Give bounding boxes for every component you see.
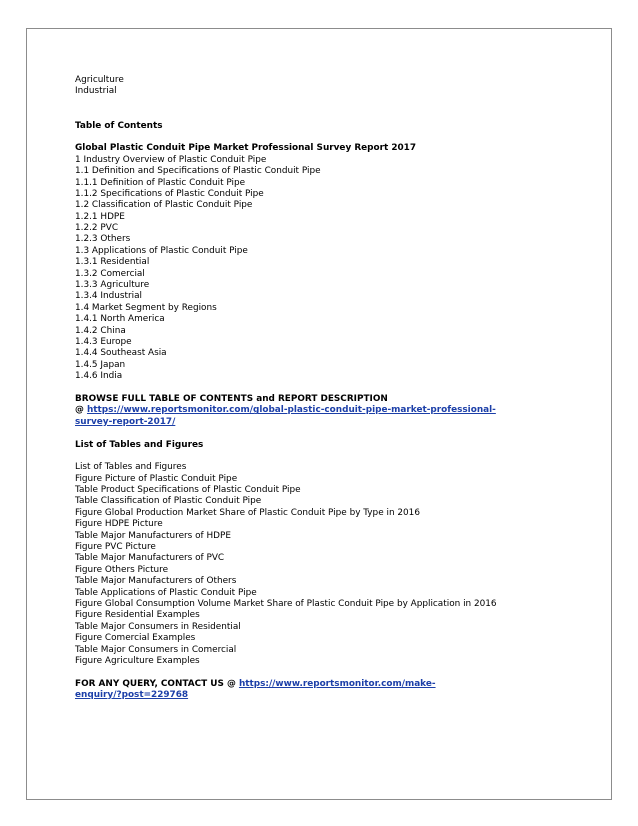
lof-item: Figure Picture of Plastic Conduit Pipe	[75, 473, 238, 484]
contact-enquiry-link[interactable]: https://www.reportsmonitor.com/make-	[238, 678, 436, 689]
toc-item: 1.4.1 North America	[75, 314, 165, 325]
toc-item: 1.3.2 Comercial	[75, 268, 145, 279]
contact-label: FOR ANY QUERY, CONTACT US @	[75, 678, 239, 689]
browse-report-link-continued[interactable]: survey-report-2017/	[75, 416, 176, 427]
lof-item: Figure Residential Examples	[75, 610, 200, 621]
toc-item: 1.3.4 Industrial	[75, 291, 143, 302]
lof-heading: List of Tables and Figures	[75, 439, 204, 450]
toc-item: 1.2.3 Others	[75, 234, 131, 245]
toc-item: 1 Industry Overview of Plastic Conduit Pipe	[75, 154, 267, 165]
browse-heading: BROWSE FULL TABLE OF CONTENTS and REPORT DESCRIPTION	[75, 393, 388, 404]
browse-report-link[interactable]: https://www.reportsmonitor.com/global-plastic-conduit-pipe-market-professional-	[86, 405, 496, 416]
lof-item: Table Major Consumers in Comercial	[75, 644, 237, 655]
toc-item: 1.4.4 Southeast Asia	[75, 348, 167, 359]
lof-item: List of Tables and Figures	[75, 462, 187, 473]
lof-item: Figure Global Production Market Share of Plastic Conduit Pipe by Type in 2016	[75, 507, 420, 518]
toc-item: 1.4.3 Europe	[75, 337, 132, 347]
intro-list	[75, 75, 545, 98]
contact-enquiry-link-continued[interactable]: enquiry/?post=229768	[75, 690, 189, 701]
toc-list	[75, 155, 545, 383]
document-body	[75, 75, 545, 702]
intro-line: Agriculture	[75, 75, 124, 85]
lof-item: Figure PVC Picture	[75, 542, 156, 553]
browse-section	[75, 394, 545, 428]
toc-item: 1.3.3 Agriculture	[75, 280, 150, 291]
toc-item: 1.4 Market Segment by Regions	[75, 302, 217, 313]
toc-item: 1.4.6 India	[75, 371, 123, 382]
lof-item: Figure Global Consumption Volume Market Share of Plastic Conduit Pipe by Application in 2016	[75, 598, 497, 609]
lof-item: Table Major Manufacturers of PVC	[75, 553, 225, 564]
lof-item: Figure HDPE Picture	[75, 519, 163, 530]
toc-item: 1.4.2 China	[75, 325, 126, 336]
lof-item: Table Classification of Plastic Conduit Pipe	[75, 496, 262, 507]
intro-line: Industrial	[75, 86, 117, 97]
lof-item: Figure Comercial Examples	[75, 633, 196, 644]
toc-item: 1.1.1 Definition of Plastic Conduit Pipe	[75, 177, 246, 188]
lof-item: Figure Agriculture Examples	[75, 655, 200, 666]
lof-item: Table Product Specifications of Plastic Conduit Pipe	[75, 485, 301, 496]
toc-item: 1.1.2 Specifications of Plastic Conduit Pipe	[75, 188, 264, 199]
toc-item: 1.3 Applications of Plastic Conduit Pipe	[75, 245, 248, 256]
lof-item: Table Major Consumers in Residential	[75, 621, 241, 632]
toc-item: 1.1 Definition and Specifications of Plastic Conduit Pipe	[75, 166, 321, 177]
toc-item: 1.3.1 Residential	[75, 257, 150, 268]
lof-item: Figure Others Picture	[75, 564, 169, 575]
browse-prefix: @	[75, 405, 87, 416]
contact-section	[75, 679, 545, 702]
toc-item: 1.2 Classification of Plastic Conduit Pipe	[75, 200, 253, 211]
lof-item: Table Major Manufacturers of Others	[75, 576, 237, 587]
report-title: Global Plastic Conduit Pipe Market Professional Survey Report 2017	[75, 143, 417, 154]
lof-item: Table Major Manufacturers of HDPE	[75, 530, 231, 541]
lof-item: Table Applications of Plastic Conduit Pipe	[75, 587, 257, 598]
toc-item: 1.2.1 HDPE	[75, 211, 125, 222]
toc-item: 1.2.2 PVC	[75, 223, 119, 234]
toc-heading: Table of Contents	[75, 120, 163, 131]
toc-item: 1.4.5 Japan	[75, 359, 126, 370]
lof-list	[75, 462, 545, 667]
